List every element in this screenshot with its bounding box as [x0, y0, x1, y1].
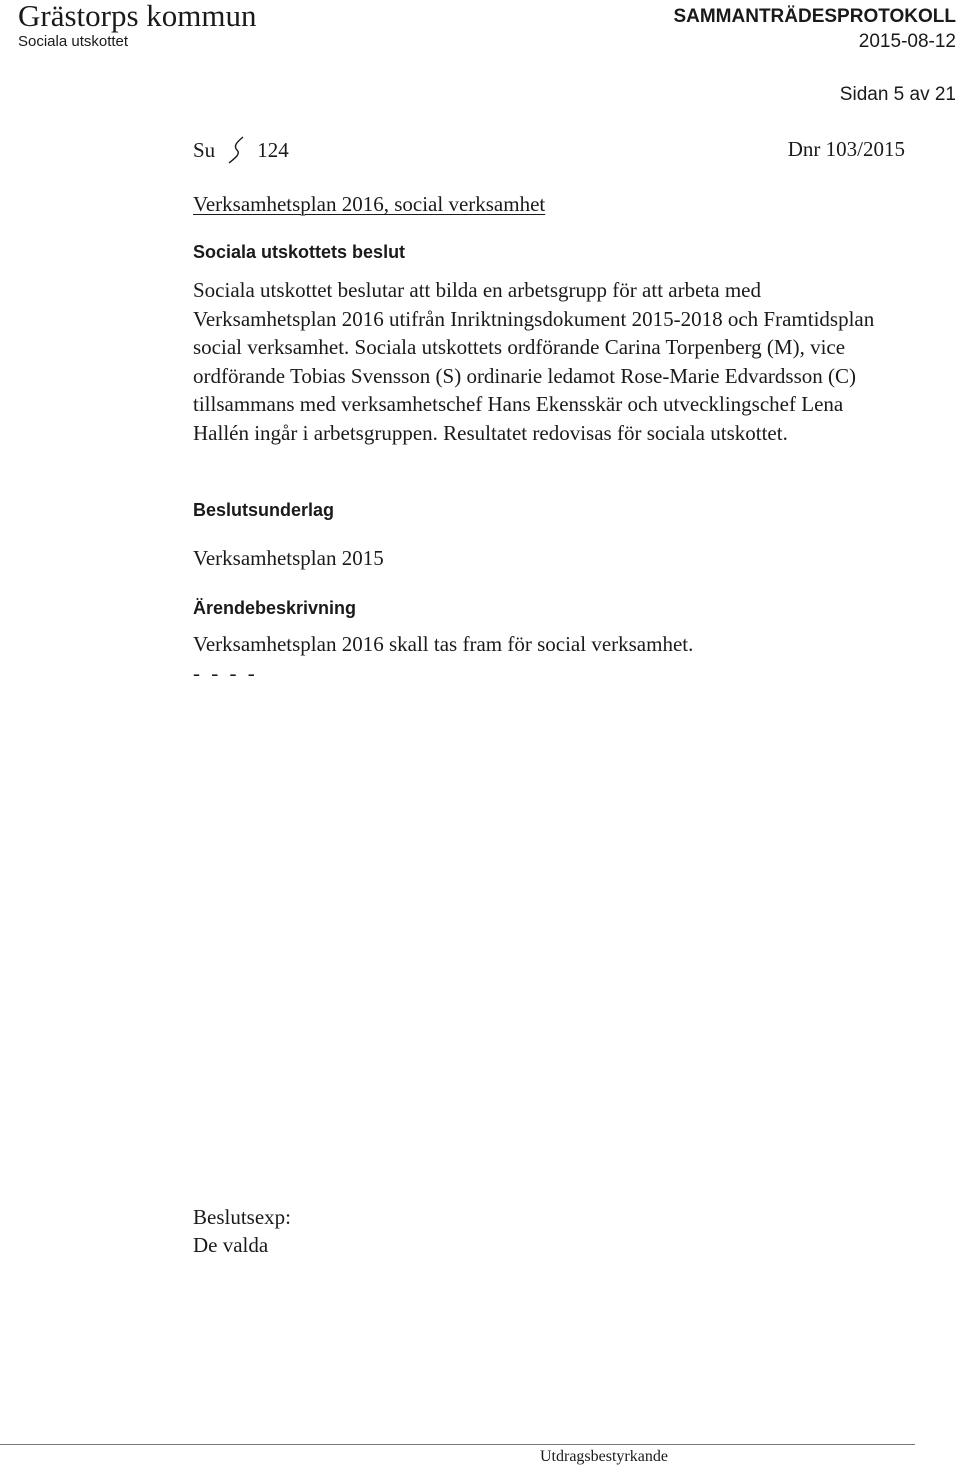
paragraph-prefix: Su — [193, 138, 216, 162]
attestation-label: Utdragsbestyrkande — [540, 1448, 668, 1465]
page-number: Sidan 5 av 21 — [839, 84, 956, 105]
decision-heading: Sociala utskottets beslut — [193, 242, 406, 262]
basis-item: Verksamhetsplan 2015 — [193, 546, 384, 570]
expedition-label: Beslutsexp: — [193, 1205, 291, 1229]
expedition-value: De valda — [193, 1233, 269, 1257]
diary-number: Dnr 103/2015 — [787, 137, 905, 161]
paragraph-reference — [193, 136, 289, 164]
basis-heading: Beslutsunderlag — [193, 500, 335, 520]
section-mark-icon — [225, 136, 247, 164]
item-subject: Verksamhetsplan 2016, social verksamhet — [193, 192, 546, 216]
description-heading: Ärendebeskrivning — [193, 598, 357, 618]
committee-name: Sociala utskottet — [18, 33, 129, 50]
organization-name: Grästorps kommun — [18, 0, 257, 33]
footer-divider — [0, 1444, 915, 1445]
end-separator: - - - - — [193, 661, 258, 685]
decision-text: Sociala utskottet beslutar att bilda en arbetsgrupp för att arbeta med Verksamhetsplan 2016 utifrån Inriktningsdokument 2015-2018 och Framtidsplan social verksamhet. Sociala utskottets ordförande Carina Torpenberg (M), vice ordförande Tobias Svensson (S) ordinarie ledamot Rose-Marie Edvardsson (C) tillsammans med verksamhetschef Hans Ekensskär och utvecklingschef Lena Hallén ingår i arbetsgruppen. Resultatet redovisas för sociala utskottet. — [193, 278, 875, 445]
meeting-date: 2015-08-12 — [858, 31, 956, 52]
paragraph-number: 124 — [257, 138, 289, 162]
description-text: Verksamhetsplan 2016 skall tas fram för social verksamhet. — [193, 632, 694, 656]
document-type: SAMMANTRÄDESPROTOKOLL — [673, 6, 956, 27]
